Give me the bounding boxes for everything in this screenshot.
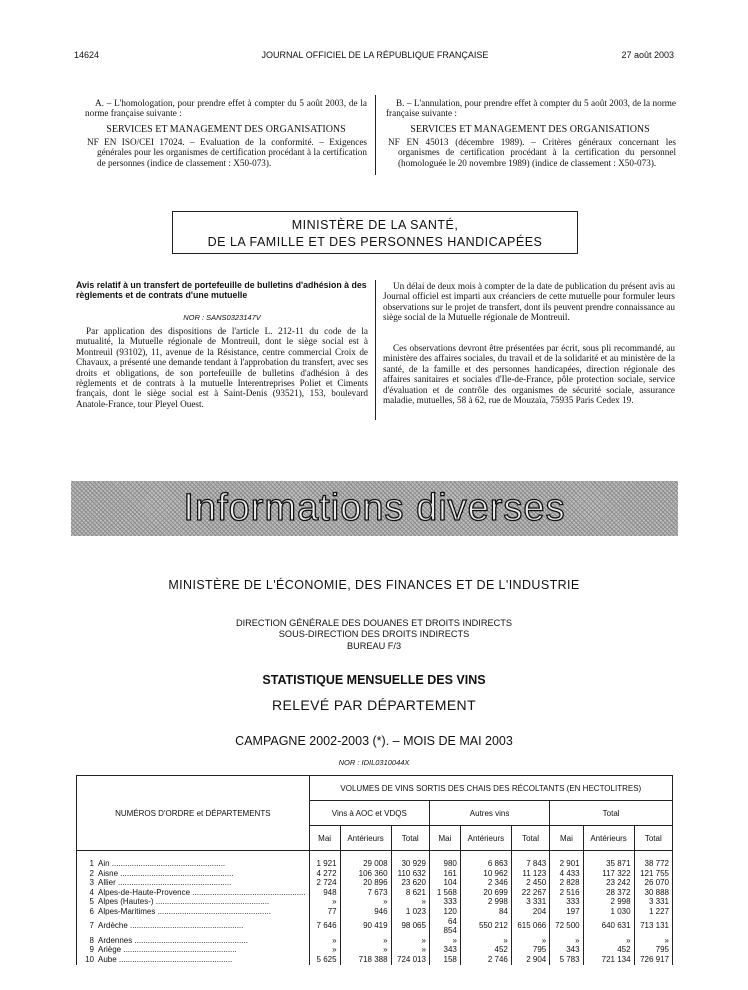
department-cell <box>77 851 310 869</box>
value-cell: 23 620 <box>391 878 429 888</box>
value-cell: 2 904 <box>511 955 549 965</box>
department-number: 5 <box>89 897 94 907</box>
value-cell: 3 331 <box>634 897 672 907</box>
value-cell: 1 030 <box>583 907 634 917</box>
ministry-sante-box <box>172 211 578 254</box>
value-cell: 1 921 <box>309 851 340 869</box>
sub-header-anterieurs: Antérieurs <box>460 826 511 851</box>
stat-subtitle: RELEVÉ PAR DÉPARTEMENT <box>271 697 477 713</box>
sub-header-total: Total <box>391 826 429 851</box>
stat-title: STATISTIQUE MENSUELLE DES VINS <box>262 673 486 687</box>
value-cell: » <box>460 936 511 946</box>
direction-block <box>0 618 748 652</box>
value-cell: 724 013 <box>391 955 429 965</box>
department-cell <box>77 917 310 936</box>
avis-para1: Par application des dispositions de l'article L. 212-11 du code de la mutualité, la Mutuelle régionale de Montreuil, dont le siège social est à Montreuil (93102), 11, avenue de la Résistance, centre commercial Croix de Chavaux, a présenté une demande tendant à l'approbation du transfert, avec ses droits et obligations, de son portefeuille de bulletins d'adhésion à des règlements et de contrats à la mutuelle Interentreprises Poliet et Ciments français, dont le siège social est à Saint-Denis (93521), 153, boulevard Anatole-France, tour Pleyel Ouest. <box>76 326 368 409</box>
value-cell: 3 331 <box>511 897 549 907</box>
department-cell <box>77 888 310 898</box>
value-cell: 197 <box>550 907 583 917</box>
direction-line1: DIRECTION GÉNÉRALE DES DOUANES ET DROITS INDIRECTS <box>235 618 512 628</box>
header-date: 27 août 2003 <box>621 50 674 60</box>
journal-title: JOURNAL OFFICIEL DE LA RÉPUBLIQUE FRANÇAISE <box>261 50 489 60</box>
table-row <box>77 888 673 898</box>
value-cell: 110 632 <box>391 869 429 879</box>
group-header-autres: Autres vins <box>429 801 549 826</box>
table-row <box>77 897 673 907</box>
right-section-heading: SERVICES ET MANAGEMENT DES ORGANISATIONS <box>410 124 650 135</box>
department-cell <box>77 945 310 955</box>
value-cell: 795 <box>511 945 549 955</box>
value-cell: 713 131 <box>634 917 672 936</box>
value-cell: 718 388 <box>340 955 391 965</box>
direction-line3: BUREAU F/3 <box>346 640 402 651</box>
sub-header-mai: Mai <box>429 826 460 851</box>
value-cell: 343 <box>550 945 583 955</box>
avis-para2: Un délai de deux mois à compter de la date de publication du présent avis au Journal officiel est imparti aux créanciers de cette mutuelle pour formuler leurs observations sur le projet de transfert, dont ils peuvent prendre connaissance au siège social de la Mutuelle régionale de Montreuil. <box>383 281 675 323</box>
department-cell <box>77 869 310 879</box>
value-cell: 161 <box>429 869 460 879</box>
value-cell: 90 419 <box>340 917 391 936</box>
department-number: 7 <box>89 921 94 931</box>
value-cell: 333 <box>429 897 460 907</box>
value-cell: 946 <box>340 907 391 917</box>
group-header-total: Total <box>550 801 673 826</box>
value-cell: 1 023 <box>391 907 429 917</box>
value-cell: 77 <box>309 907 340 917</box>
ministry-economie: MINISTÈRE DE L'ÉCONOMIE, DES FINANCES ET DE L'INDUSTRIE <box>168 578 580 592</box>
value-cell: 117 322 <box>583 869 634 879</box>
value-cell: 35 871 <box>583 851 634 869</box>
value-cell: 2 998 <box>583 897 634 907</box>
department-cell <box>77 878 310 888</box>
department-number: 2 <box>89 868 94 878</box>
value-cell: 64 854 <box>429 917 460 936</box>
value-cell: 2 901 <box>550 851 583 869</box>
value-cell: 1 227 <box>634 907 672 917</box>
value-cell: 452 <box>583 945 634 955</box>
value-cell: 2 450 <box>511 878 549 888</box>
value-cell: 30 888 <box>634 888 672 898</box>
department-cell <box>77 955 310 965</box>
value-cell: » <box>391 897 429 907</box>
department-name: Alpes-de-Haute-Provence ..... <box>98 888 306 898</box>
ministry-sante-line1: MINISTÈRE DE LA SANTÉ, <box>291 218 459 232</box>
avis-nor: NOR : SANS0323147V <box>183 313 261 322</box>
value-cell: 8 621 <box>391 888 429 898</box>
right-norm-entry: NF EN 45013 (décembre 1989). – Critères généraux concernant les organismes de certification procédant à la certification du personnel (homologuée le 20 novembre 1989) (indice de classement : X50-073). <box>388 137 676 168</box>
value-cell: 7 646 <box>309 917 340 936</box>
left-norm-entry: NF EN ISO/CEI 17024. – Evaluation de la conformité. – Exigences générales pour les organismes de certification procédant à la certification de personnes (indice de classement : X50-073). <box>87 137 367 168</box>
department-name: Ardennes ..... <box>98 936 306 946</box>
value-cell: 452 <box>460 945 511 955</box>
table-row <box>77 869 673 879</box>
value-cell: 980 <box>429 851 460 869</box>
value-cell: 11 123 <box>511 869 549 879</box>
value-cell: 2 828 <box>550 878 583 888</box>
department-name: Alpes (Hautes-) ..... <box>98 897 306 907</box>
value-cell: 2 724 <box>309 878 340 888</box>
value-cell: 6 863 <box>460 851 511 869</box>
sub-header-mai: Mai <box>309 826 340 851</box>
direction-line2: SOUS-DIRECTION DES DROITS INDIRECTS <box>278 629 470 640</box>
value-cell: » <box>550 936 583 946</box>
value-cell: 72 500 <box>550 917 583 936</box>
value-cell: 106 360 <box>340 869 391 879</box>
value-cell: 7 673 <box>340 888 391 898</box>
value-cell: 84 <box>460 907 511 917</box>
table-row <box>77 907 673 917</box>
department-cell <box>77 936 310 946</box>
value-cell: 204 <box>511 907 549 917</box>
ministry-sante-line2: DE LA FAMILLE ET DES PERSONNES HANDICAPÉES <box>207 235 543 249</box>
department-number: 9 <box>89 945 94 955</box>
value-cell: 120 <box>429 907 460 917</box>
value-cell: 26 070 <box>634 878 672 888</box>
value-cell: » <box>309 945 340 955</box>
stat-nor: NOR : IDIL0310044X <box>338 758 410 767</box>
value-cell: 7 843 <box>511 851 549 869</box>
value-cell: 2 746 <box>460 955 511 965</box>
value-cell: 333 <box>550 897 583 907</box>
value-cell: 10 962 <box>460 869 511 879</box>
department-name: Ain ..... <box>98 859 306 869</box>
value-cell: » <box>340 936 391 946</box>
value-cell: 38 772 <box>634 851 672 869</box>
department-number: 1 <box>89 859 94 868</box>
banner-title: Informations diverses <box>183 487 566 529</box>
value-cell: » <box>340 897 391 907</box>
value-cell: » <box>340 945 391 955</box>
department-number: 10 <box>85 954 94 964</box>
value-cell: » <box>429 936 460 946</box>
value-cell: 795 <box>634 945 672 955</box>
department-name: Alpes-Maritimes ..... <box>98 907 306 917</box>
group-header-aoc: Vins à AOC et VDQS <box>309 801 429 826</box>
avis-para3: Ces observations devront être présentées par écrit, sous pli recommandé, au ministère des affaires sociales, du travail et de la solidarité et au ministère de la santé, de la famille et des personnes handicapées, direction régionale des affaires sanitaires et sociales d'Ile-de-France, pôle protection sociale, service d'évaluation et de contrôle des organismes de sécurité sociale, assurance maladie, mutuelles, 58 à 62, rue de Mouzaïa, 75935 Paris Cedex 19. <box>383 343 675 406</box>
value-cell: 98 065 <box>391 917 429 936</box>
table-row <box>77 878 673 888</box>
department-cell <box>77 897 310 907</box>
table-row <box>77 955 673 965</box>
informations-diverses-banner <box>71 481 678 536</box>
table-body <box>77 851 673 965</box>
value-cell: 640 631 <box>583 917 634 936</box>
value-cell: » <box>309 897 340 907</box>
department-name: Allier ..... <box>98 878 306 888</box>
value-cell: 121 755 <box>634 869 672 879</box>
department-name: Ardèche ..... <box>98 921 306 931</box>
table-row <box>77 945 673 955</box>
avis-title: Avis relatif à un transfert de portefeuille de bulletins d'adhésion à des règlements et de contrats d'une mutuelle <box>76 280 367 300</box>
col-header-departements: NUMÉROS D'ORDRE et DÉPARTEMENTS <box>77 776 310 851</box>
value-cell: 1 568 <box>429 888 460 898</box>
value-cell: » <box>391 945 429 955</box>
wine-statistics-table <box>76 775 673 965</box>
department-number: 6 <box>89 906 94 916</box>
value-cell: 30 929 <box>391 851 429 869</box>
annulation-para: B. – L'annulation, pour prendre effet à compter du 5 août 2003, de la norme française suivante : <box>386 98 676 119</box>
col-header-volumes: VOLUMES DE VINS SORTIS DES CHAIS DES RÉCOLTANTS (EN HECTOLITRES) <box>309 776 672 801</box>
value-cell: 615 066 <box>511 917 549 936</box>
value-cell: 158 <box>429 955 460 965</box>
sub-header-anterieurs: Antérieurs <box>340 826 391 851</box>
value-cell: 20 699 <box>460 888 511 898</box>
value-cell: 23 242 <box>583 878 634 888</box>
value-cell: 5 783 <box>550 955 583 965</box>
page-number: 14624 <box>74 50 100 60</box>
department-number: 8 <box>89 935 94 945</box>
value-cell: 2 346 <box>460 878 511 888</box>
value-cell: 28 372 <box>583 888 634 898</box>
value-cell: 550 212 <box>460 917 511 936</box>
sub-header-total: Total <box>511 826 549 851</box>
value-cell: 5 625 <box>309 955 340 965</box>
sub-header-mai: Mai <box>550 826 583 851</box>
value-cell: 2 516 <box>550 888 583 898</box>
department-cell <box>77 907 310 917</box>
value-cell: 721 134 <box>583 955 634 965</box>
value-cell: » <box>391 936 429 946</box>
table-row <box>77 936 673 946</box>
value-cell: 343 <box>429 945 460 955</box>
column-divider-top <box>375 95 376 175</box>
sub-header-total: Total <box>634 826 672 851</box>
value-cell: 104 <box>429 878 460 888</box>
value-cell: 29 008 <box>340 851 391 869</box>
department-number: 4 <box>89 887 94 897</box>
homologation-para: A. – L'homologation, pour prendre effet à compter du 5 août 2003, de la norme française suivante : <box>85 98 367 119</box>
table-row <box>77 917 673 936</box>
sub-header-anterieurs: Antérieurs <box>583 826 634 851</box>
column-divider-avis <box>375 280 376 420</box>
value-cell: » <box>309 936 340 946</box>
value-cell: 20 896 <box>340 878 391 888</box>
left-section-heading: SERVICES ET MANAGEMENT DES ORGANISATIONS <box>106 124 346 135</box>
value-cell: » <box>634 936 672 946</box>
value-cell: 22 267 <box>511 888 549 898</box>
department-number: 3 <box>89 878 94 888</box>
value-cell: 726 917 <box>634 955 672 965</box>
department-name: Ariège ..... <box>98 945 306 955</box>
value-cell: » <box>583 936 634 946</box>
value-cell: 2 998 <box>460 897 511 907</box>
department-name: Aisne ..... <box>98 869 306 879</box>
table-row <box>77 851 673 869</box>
value-cell: 4 272 <box>309 869 340 879</box>
value-cell: 4 433 <box>550 869 583 879</box>
value-cell: 948 <box>309 888 340 898</box>
stat-campagne: CAMPAGNE 2002-2003 (*). – MOIS DE MAI 2003 <box>235 734 513 748</box>
value-cell: » <box>511 936 549 946</box>
department-name: Aube ..... <box>98 955 306 965</box>
